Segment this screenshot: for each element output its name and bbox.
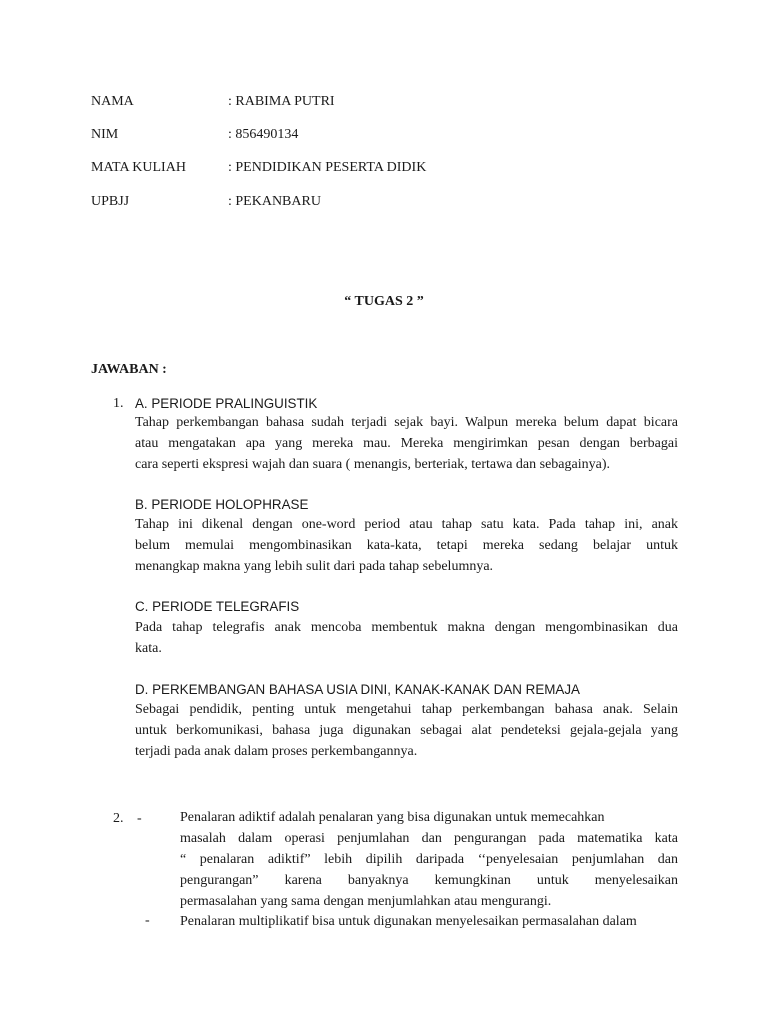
paragraph-line: “ penalaran adiktif” lebih dipilih daripada ‘‘penyelesaian penjumlahan dan	[180, 852, 678, 867]
paragraph-line: untuk berkomunikasi, bahasa juga digunakan sebagai alat pendeteksi gejala-gejala yang	[135, 723, 678, 738]
section-heading-a: A. PERIODE PRALINGUISTIK	[135, 396, 318, 411]
paragraph-line: Penalaran adiktif adalah penalaran yang bisa digunakan untuk memecahkan	[180, 810, 605, 825]
identity-value: : PENDIDIKAN PESERTA DIDIK	[228, 160, 427, 175]
section-paragraph-a	[135, 412, 678, 475]
identity-value: : 856490134	[228, 127, 299, 142]
section-heading-c: C. PERIODE TELEGRAFIS	[135, 599, 300, 614]
identity-key: NIM	[91, 127, 119, 142]
paragraph-line: terjadi pada anak dalam proses perkembangannya.	[135, 744, 418, 759]
bullet-paragraph-2	[180, 911, 678, 932]
paragraph-line: Sebagai pendidik, penting untuk mengetahui tahap perkembangan bahasa anak. Selain	[135, 702, 678, 717]
section-heading-d: D. PERKEMBANGAN BAHASA USIA DINI, KANAK-KANAK DAN REMAJA	[135, 682, 580, 697]
paragraph-line: menangkap makna yang lebih sulit dari pada tahap sebelumnya.	[135, 559, 494, 574]
paragraph-line: pengurangan” karena banyaknya kemungkinan untuk menyelesaikan	[180, 873, 678, 888]
paragraph-line: Penalaran multiplikatif bisa untuk digunakan menyelesaikan permasalahan dalam	[180, 914, 637, 929]
section-paragraph-b	[135, 514, 678, 577]
paragraph-line: kata.	[135, 641, 162, 656]
bullet-dash: -	[145, 913, 150, 928]
identity-value: : PEKANBARU	[228, 194, 321, 209]
answers-heading: JAWABAN :	[91, 362, 167, 377]
section-heading-b: B. PERIODE HOLOPHRASE	[135, 497, 309, 512]
list-number-1: 1.	[113, 396, 124, 411]
paragraph-line: atau mengatakan apa yang mereka mau. Mereka mengirimkan pesan dengan berbagai	[135, 436, 678, 451]
identity-key: UPBJJ	[91, 194, 130, 209]
paragraph-line: Pada tahap telegrafis anak mencoba membentuk makna dengan mengombinasikan dua	[135, 620, 678, 635]
section-paragraph-c	[135, 617, 678, 659]
bullet-dash: -	[137, 811, 142, 826]
paragraph-line: Tahap perkembangan bahasa sudah terjadi sejak bayi. Walpun mereka belum dapat bicara	[135, 415, 678, 430]
identity-key: NAMA	[91, 94, 134, 109]
paragraph-line: Tahap ini dikenal dengan one-word period atau tahap satu kata. Pada tahap ini, anak	[135, 517, 678, 532]
paragraph-line: masalah dalam operasi penjumlahan dan pengurangan pada matematika kata	[180, 831, 678, 846]
list-number-2: 2.	[113, 811, 124, 826]
identity-value: : RABIMA PUTRI	[228, 94, 335, 109]
bullet-paragraph-1	[180, 807, 678, 912]
paragraph-line: cara seperti ekspresi wajah dan suara ( menangis, berteriak, tertawa dan sebagainya).	[135, 457, 611, 472]
section-paragraph-d	[135, 699, 678, 762]
assignment-title: “ TUGAS 2 ”	[344, 294, 424, 309]
identity-key: MATA KULIAH	[91, 160, 186, 175]
paragraph-line: permasalahan yang sama dengan menjumlahkan atau mengurangi.	[180, 894, 552, 909]
paragraph-line: belum memulai mengombinasikan kata-kata, tetapi mereka sedang belajar untuk	[135, 538, 678, 553]
